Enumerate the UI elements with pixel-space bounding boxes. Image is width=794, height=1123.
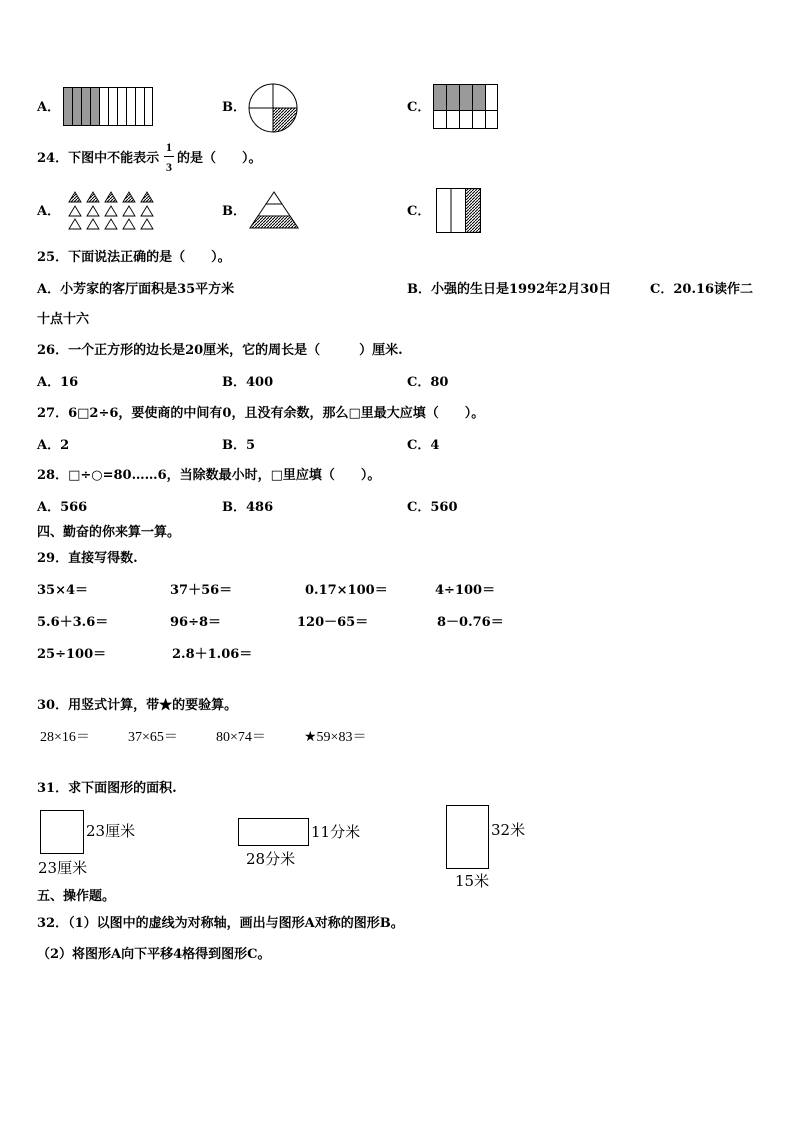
q24-option-c-rectangle <box>436 188 482 234</box>
q28-question: 28．□÷○=80……6，当除数最小时，□里应填（ ）。 <box>37 468 381 483</box>
q29-item: 35×4＝ <box>37 583 89 598</box>
q29-item: 2.8＋1.06＝ <box>172 647 253 662</box>
q29-item: 120－65＝ <box>297 615 369 630</box>
q29-item: 0.17×100＝ <box>305 583 388 598</box>
q24-option-b-label: B． <box>222 204 246 219</box>
q24-option-b-triangle <box>248 190 300 230</box>
q31-rectangle-bottom-label: 28分米 <box>246 850 296 868</box>
q29-item: 25÷100＝ <box>37 647 107 662</box>
q29-item: 37＋56＝ <box>170 583 233 598</box>
q29-item: 96÷8＝ <box>170 615 222 630</box>
q27-option-a: A．2 <box>37 438 70 453</box>
q26-option-c: C．80 <box>407 375 449 390</box>
q28-option-b: B．486 <box>222 500 274 515</box>
q32-part-1: 32．（1）以图中的虚线为对称轴，画出与图形A对称的图形B。 <box>37 916 404 931</box>
q31-tall-rectangle-shape <box>446 805 489 869</box>
q27-option-b: B．5 <box>222 438 256 453</box>
q30-item: 28×16＝ <box>40 730 90 745</box>
q23-option-c-label: C． <box>407 100 431 115</box>
q29-item: 8－0.76＝ <box>437 615 504 630</box>
q23-option-b-label: B． <box>222 100 246 115</box>
q31-square-shape <box>40 810 84 854</box>
q31-square-side-label: 23厘米 <box>86 822 136 840</box>
q25-option-a: A．小芳家的客厅面积是35平方米 <box>37 282 235 297</box>
q29-item: 5.6＋3.6＝ <box>37 615 109 630</box>
q23-option-a-figure <box>63 87 153 127</box>
q25-question: 25．下面说法正确的是（ ）。 <box>37 250 231 265</box>
q32-part-2: （2）将图形A向下平移4格得到图形C。 <box>37 947 271 962</box>
q31-square-bottom-label: 23厘米 <box>38 859 88 877</box>
q31-question: 31．求下面图形的面积. <box>37 781 177 796</box>
q24-fraction-bar <box>164 156 174 157</box>
section-4-heading: 四、勤奋的你来算一算。 <box>37 525 181 540</box>
q27-question: 27．6□2÷6，要使商的中间有0，且没有余数，那么□里最大应填（ ）。 <box>37 406 485 421</box>
q31-tall-rectangle-bottom-label: 15米 <box>455 872 490 890</box>
q25-option-c: C．20.16读作二 <box>650 282 754 297</box>
q25-option-c-continued: 十点十六 <box>37 312 90 327</box>
q26-option-b: B．400 <box>222 375 274 390</box>
q28-option-a: A．566 <box>37 500 88 515</box>
q30-item: ★59×83＝ <box>304 730 367 745</box>
q23-option-b-figure <box>248 83 298 133</box>
q24-option-a-label: A． <box>37 204 61 219</box>
q26-question: 26．一个正方形的边长是20厘米，它的周长是（ ）厘米. <box>37 343 403 358</box>
q23-option-c-figure <box>433 84 499 130</box>
section-5-heading: 五、操作题。 <box>37 889 116 904</box>
q28-option-c: C．560 <box>407 500 458 515</box>
q27-option-c: C．4 <box>407 438 440 453</box>
q31-rectangle-shape <box>238 818 309 846</box>
q31-rectangle-side-label: 11分米 <box>311 823 361 841</box>
q29-item: 4÷100＝ <box>435 583 496 598</box>
q30-item: 37×65＝ <box>128 730 178 745</box>
q31-tall-rectangle-side-label: 32米 <box>491 821 526 839</box>
q30-question: 30．用竖式计算，带★的要验算。 <box>37 698 238 713</box>
q24-option-a-triangles <box>68 190 158 230</box>
q30-item: 80×74＝ <box>216 730 266 745</box>
q24-fraction-numerator: 1 <box>166 140 172 154</box>
q25-option-b: B．小强的生日是1992年2月30日 <box>407 282 612 297</box>
q29-question: 29．直接写得数. <box>37 551 138 566</box>
q23-option-a-label: A． <box>37 100 61 115</box>
q24-fraction-denominator: 3 <box>166 160 172 174</box>
q24-question-suffix: 的是（ ）。 <box>177 151 262 166</box>
q26-option-a: A．16 <box>37 375 79 390</box>
q24-option-c-label: C． <box>407 204 431 219</box>
q24-question-prefix: 24．下图中不能表示 <box>37 151 160 166</box>
